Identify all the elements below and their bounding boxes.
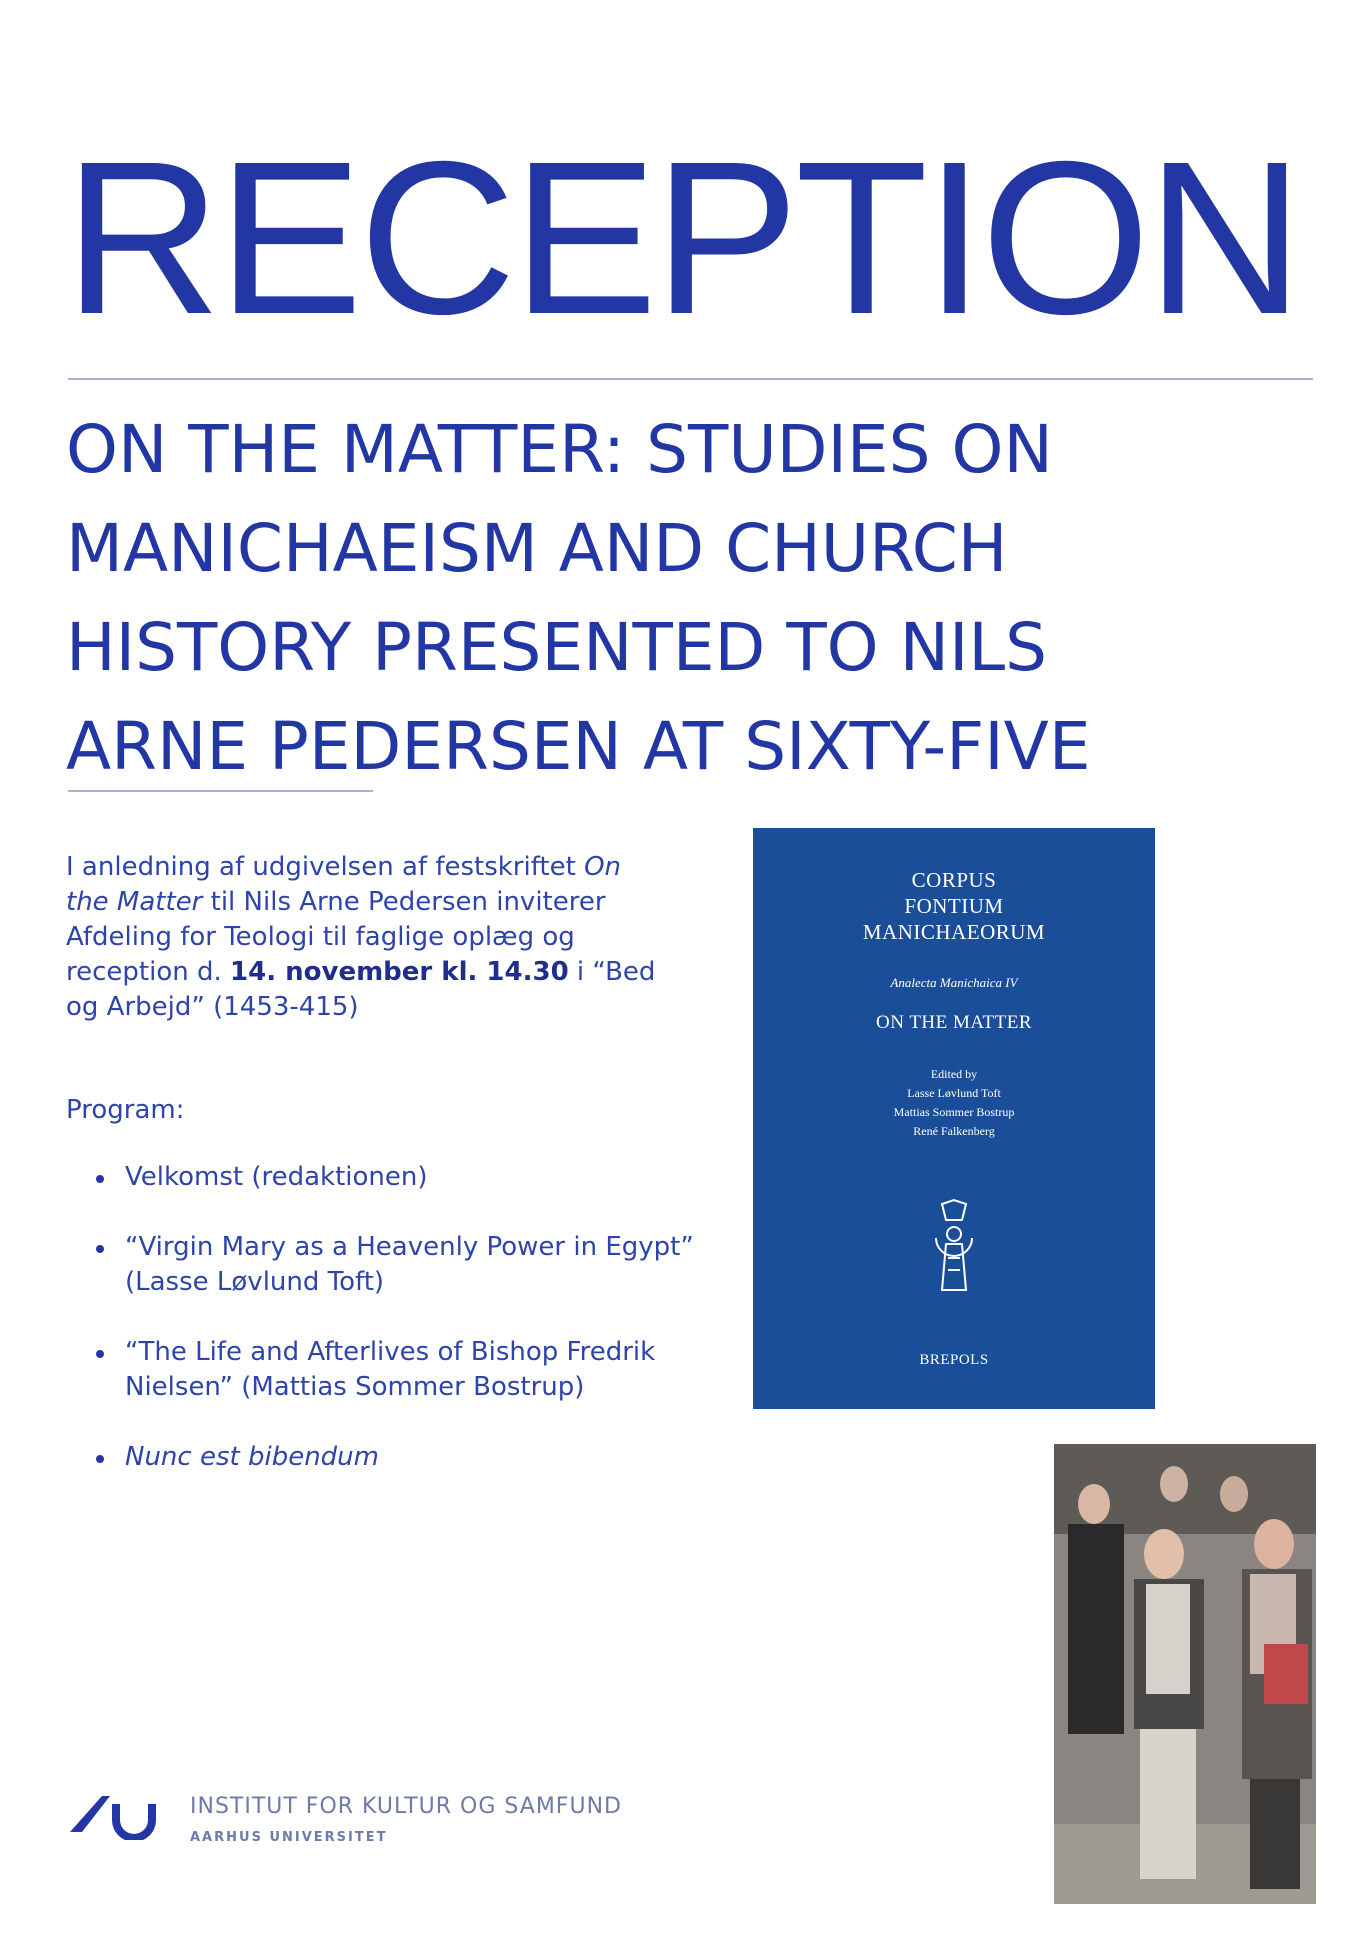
book-series-line: CORPUS: [911, 868, 997, 892]
program-item: “The Life and Afterlives of Bishop Fredrik Nielsen” (Mattias Sommer Bostrup): [96, 1335, 696, 1405]
invitation-text: [66, 850, 666, 1025]
divider-top: [68, 378, 1313, 380]
book-editor: Mattias Sommer Bostrup: [893, 1105, 1015, 1119]
intro-book-title: On the Matter: [66, 852, 622, 917]
program-label: Program:: [66, 1095, 185, 1125]
intro-text: i “Bed og Arbejd” (1453-415): [66, 957, 656, 1022]
university-name: AARHUS UNIVERSITET: [190, 1830, 388, 1845]
book-editor: Lasse Løvlund Toft: [907, 1086, 1001, 1100]
intro-text: til Nils Arne Pedersen inviterer Afdeling for Teologi til faglige oplæg og reception d.: [66, 887, 606, 987]
book-series: [753, 867, 1155, 945]
intro-text: I anledning af udgivelsen af festskriftet: [66, 852, 585, 882]
subtitle-line: ON THE MATTER: STUDIES ON: [66, 411, 1053, 488]
divider-short: [68, 790, 373, 792]
event-date: 14. november kl. 14.30: [230, 957, 569, 987]
book-editor: René Falkenberg: [913, 1124, 995, 1138]
subtitle-line: HISTORY PRESENTED TO NILS: [66, 609, 1048, 686]
aarhus-university-logo: [66, 1790, 174, 1840]
book-cover: [753, 828, 1155, 1409]
book-series-line: MANICHAEORUM: [862, 920, 1046, 944]
group-photo: [1054, 1444, 1316, 1904]
book-subseries: Analecta Manichaica IV: [890, 975, 1018, 990]
emblem-icon: [924, 1198, 984, 1298]
book-publisher: BREPOLS: [919, 1352, 989, 1368]
program-item: “Virgin Mary as a Heavenly Power in Egypt” (Lasse Løvlund Toft): [96, 1230, 696, 1300]
event-subtitle: [66, 400, 1286, 796]
program-item: Velkomst (redaktionen): [96, 1160, 696, 1195]
edited-by-label: Edited by: [930, 1067, 978, 1081]
program-item: Nunc est bibendum: [96, 1440, 696, 1475]
subtitle-line: MANICHAEISM AND CHURCH: [66, 510, 1008, 587]
book-editors: [753, 1065, 1155, 1141]
institute-name: INSTITUT FOR KULTUR OG SAMFUND: [190, 1794, 622, 1819]
book-title: ON THE MATTER: [875, 1012, 1033, 1033]
subtitle-line: ARNE PEDERSEN AT SIXTY-FIVE: [66, 708, 1091, 785]
program-list: [96, 1160, 696, 1510]
book-series-line: FONTIUM: [904, 894, 1004, 918]
page-title: RECEPTION: [64, 117, 1300, 360]
